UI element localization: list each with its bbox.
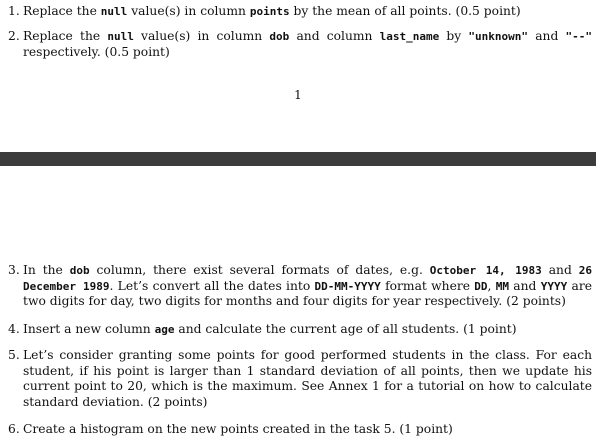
task-text: Let’s consider granting some points for good performed students in the class. For each student, if his point is larger than 1 standard deviation of all points, then we update his current point to 20, which is the maximum. See Annex 1 for a tutorial on how to calculate standard deviation. (2 points) [23, 348, 592, 409]
task-number: 6. [8, 422, 20, 436]
task-text: Replace the null value(s) in column points by the mean of all points. (0.5 point) [23, 4, 521, 18]
task-number: 5. [8, 348, 20, 362]
task-5 [8, 348, 592, 410]
task-text: Insert a new column age and calculate the current age of all students. (1 point) [23, 322, 517, 336]
task-number: 2. [8, 29, 20, 43]
document-page-top [0, 0, 596, 152]
task-6 [8, 422, 592, 438]
task-2 [8, 29, 592, 60]
page-separator [0, 152, 596, 166]
task-number: 1. [8, 4, 20, 18]
task-text: Replace the null value(s) in column dob and column last_name by "unknown" and "--" respectively. (0.5 point) [23, 29, 592, 59]
task-number: 3. [8, 263, 20, 277]
task-1 [8, 4, 592, 20]
task-number: 4. [8, 322, 20, 336]
document-page-bottom [0, 166, 596, 444]
task-text: Create a histogram on the new points created in the task 5. (1 point) [23, 422, 453, 436]
task-text: In the dob column, there exist several formats of dates, e.g. October 14, 1983 and 26 December 1989. Let’s convert all the dates into DD-MM-YYYY format where DD, MM and YYYY are two digits for day, two digits for months and four digits for year respectively. (2 points) [23, 263, 592, 309]
task-3 [8, 263, 592, 310]
page-number: 1 [294, 88, 302, 102]
task-4 [8, 322, 592, 338]
